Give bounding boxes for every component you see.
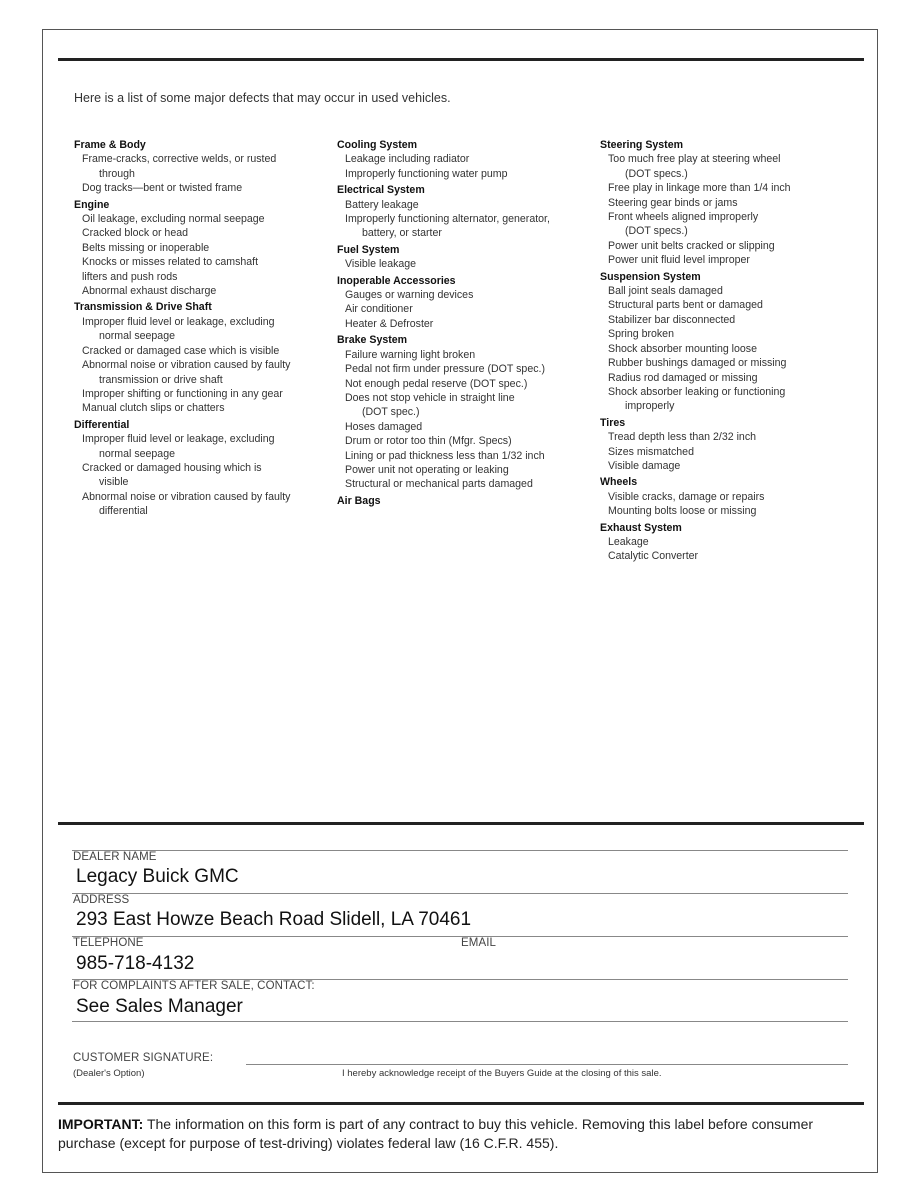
defect-item-text: Cracked or damaged housing which is [82,461,262,474]
defect-item [74,387,324,401]
defect-item-text: Battery leakage [345,198,419,211]
defect-item-text: Abnormal exhaust discharge [82,285,217,298]
defect-item-text: Leakage [608,535,649,548]
email-label: EMAIL [461,937,497,949]
defects-column-1 [74,136,324,519]
dealer-option-note: (Dealer's Option) [73,1068,145,1079]
defect-item [600,239,850,253]
defect-item [600,549,850,563]
dealer-name-value: Legacy Buick GMC [76,866,239,887]
telephone-label: TELEPHONE [73,937,144,949]
defect-item [600,490,850,504]
address-label: ADDRESS [73,894,130,906]
defect-item-text: Rubber bushings damaged or missing [608,357,787,370]
defect-item [600,342,850,356]
defect-item-text: Abnormal noise or vibration caused by faulty [82,359,291,372]
defect-item-text: Catalytic Converter [608,550,699,563]
defect-item [600,459,850,473]
important-label: IMPORTANT: [58,1116,144,1132]
defect-item [600,298,850,312]
field-line [72,893,848,894]
defect-item [600,535,850,549]
defect-item-text: Stabilizer bar disconnected [608,313,736,326]
section-title: Engine [74,198,110,211]
defect-item-text: Visible leakage [345,258,417,271]
defect-item [74,461,324,490]
defect-item-text: Cracked block or head [82,227,188,240]
defect-item-text: Structural parts bent or damaged [608,299,763,312]
section-title: Inoperable Accessories [337,274,456,287]
defect-item-text: Does not stop vehicle in straight line [345,391,515,404]
acknowledge-text: I hereby acknowledge receipt of the Buyers Guide at the closing of this sale. [342,1068,662,1079]
section-title: Exhaust System [600,521,682,534]
defect-item [337,377,587,391]
defect-item-text: Structural or mechanical parts damaged [345,478,533,491]
defect-item-text: Visible cracks, damage or repairs [608,490,765,503]
defect-item-text: Failure warning light broken [345,348,476,361]
defect-item-text: Not enough pedal reserve (DOT spec.) [345,377,528,390]
defects-column-2 [337,136,587,508]
defect-item [74,152,324,181]
defect-item-continuation: differential [99,505,148,518]
defect-item-text: Power unit not operating or leaking [345,463,509,476]
complaints-label: FOR COMPLAINTS AFTER SALE, CONTACT: [73,980,315,992]
defect-item [337,288,587,302]
defect-item-text: Spring broken [608,328,674,341]
defect-item-continuation: transmission or drive shaft [99,373,223,386]
defects-column-3 [600,136,850,564]
defect-item-text: Pedal not firm under pressure (DOT spec.) [345,363,545,376]
defect-item-text: Improper shifting or functioning in any gear [82,387,283,400]
defect-item-text: Lining or pad thickness less than 1/32 inch [345,449,545,462]
defect-item-continuation: through [99,167,135,180]
defect-item-text: Frame-cracks, corrective welds, or rusted [82,153,277,166]
defect-item [600,313,850,327]
defect-item-continuation: normal seepage [99,447,175,460]
defect-item [600,284,850,298]
defect-item [337,391,587,420]
defect-item-continuation: visible [99,476,129,489]
defect-item-text: Steering gear binds or jams [608,196,738,209]
defect-item [74,432,324,461]
defect-item-text: Oil leakage, excluding normal seepage [82,213,265,226]
defect-item-text: Improper fluid level or leakage, excluding [82,315,275,328]
defect-item [74,358,324,387]
defect-item-text: Heater & Defroster [345,317,434,330]
defect-item-text: Power unit belts cracked or slipping [608,239,775,252]
defect-item [600,210,850,239]
defect-item [337,212,587,241]
defect-item [74,490,324,519]
defect-item-continuation: improperly [625,400,675,413]
defect-item [600,181,850,195]
defect-item [74,241,324,255]
address-value: 293 East Howze Beach Road Slidell, LA 70461 [76,909,472,930]
signature-label: CUSTOMER SIGNATURE: [73,1052,214,1064]
defect-item-text: Sizes mismatched [608,445,694,458]
section-title: Tires [600,416,626,429]
defect-item [74,284,324,298]
defect-item [337,449,587,463]
defect-item-text: Drum or rotor too thin (Mfgr. Specs) [345,435,512,448]
field-line [72,936,848,937]
defect-item [600,385,850,414]
defect-item-text: Shock absorber mounting loose [608,342,757,355]
defect-item [337,198,587,212]
defect-item [600,445,850,459]
defect-item-text: Knocks or misses related to camshaft [82,256,259,269]
defect-item-text: Hoses damaged [345,420,423,433]
defect-item-text: Shock absorber leaking or functioning [608,385,786,398]
section-title: Frame & Body [74,139,146,151]
defect-item [337,317,587,331]
defect-item [600,356,850,370]
defect-item [337,420,587,434]
defect-item-text: Air conditioner [345,303,413,316]
defect-item [600,152,850,181]
defect-item [337,257,587,271]
defect-item [337,167,587,181]
defect-item-text: Dog tracks—bent or twisted frame [82,182,243,195]
section-title: Brake System [337,334,408,347]
defect-item [600,371,850,385]
defect-item [600,327,850,341]
section-title: Air Bags [337,494,381,507]
field-line [72,1021,848,1022]
intro-text: Here is a list of some major defects that may occur in used vehicles. [74,91,451,105]
defect-item-text: Leakage including radiator [345,153,470,166]
defect-item [74,181,324,195]
defect-item-continuation: battery, or starter [362,227,442,240]
defect-item [74,212,324,226]
defect-item [337,152,587,166]
dealer-name-label: DEALER NAME [73,851,157,863]
defect-item [337,302,587,316]
defect-item-text: Front wheels aligned improperly [608,211,759,224]
defect-item-text: Improperly functioning water pump [345,167,508,180]
section-title: Transmission & Drive Shaft [74,301,212,314]
defect-item-text: Too much free play at steering wheel [608,153,781,166]
defect-item [74,270,324,284]
defect-item-text: Cracked or damaged case which is visible [82,344,280,357]
defect-item-text: Mounting bolts loose or missing [608,505,757,518]
defect-item [600,196,850,210]
defect-item [74,226,324,240]
section-title: Wheels [600,476,638,489]
defect-item [600,504,850,518]
important-notice [58,1115,864,1153]
section-title: Fuel System [337,243,400,256]
top-rule [58,58,864,61]
defect-item [600,253,850,267]
defect-item-text: Improperly functioning alternator, generator, [345,213,550,226]
defect-item-text: Belts missing or inoperable [82,241,210,254]
defect-item [337,477,587,491]
important-rule [58,1102,864,1105]
section-title: Suspension System [600,270,701,283]
defect-item-text: Manual clutch slips or chatters [82,402,225,415]
important-text: The information on this form is part of any contract to buy this vehicle. Removing this label before consumer purchase (except for purpose of test-driving) violates federal law (16 C.F.R. 455). [58,1116,814,1151]
defect-item-continuation: (DOT spec.) [362,406,420,419]
defect-item-text: Gauges or warning devices [345,289,474,302]
field-line [72,850,848,851]
section-title: Electrical System [337,184,425,197]
defect-item-text: Radius rod damaged or missing [608,371,758,384]
defect-item-text: Visible damage [608,459,681,472]
section-title: Cooling System [337,139,418,151]
defect-item [74,401,324,415]
defect-item-text: Power unit fluid level improper [608,254,750,267]
defect-item-text: Improper fluid level or leakage, excluding [82,433,275,446]
defect-item-continuation: (DOT specs.) [625,167,688,180]
section-title: Differential [74,418,130,431]
defect-item [74,255,324,269]
defect-item [337,348,587,362]
section-title: Steering System [600,139,684,151]
defect-item [74,344,324,358]
defect-item-text: Abnormal noise or vibration caused by faulty [82,490,291,503]
defect-item-text: Free play in linkage more than 1/4 inch [608,182,791,195]
defect-item [337,434,587,448]
defect-item-text: Ball joint seals damaged [608,285,723,298]
defect-item-continuation: normal seepage [99,330,175,343]
signature-line[interactable] [246,1064,848,1065]
defect-item-text: lifters and push rods [82,270,178,283]
telephone-value: 985-718-4132 [76,953,195,974]
defect-item [74,315,324,344]
dealer-section-rule [58,822,864,825]
complaints-value: See Sales Manager [76,996,243,1017]
defect-item [337,463,587,477]
defect-item [337,362,587,376]
defect-item-text: Tread depth less than 2/32 inch [608,431,757,444]
defect-item [600,430,850,444]
defect-item-continuation: (DOT specs.) [625,225,688,238]
